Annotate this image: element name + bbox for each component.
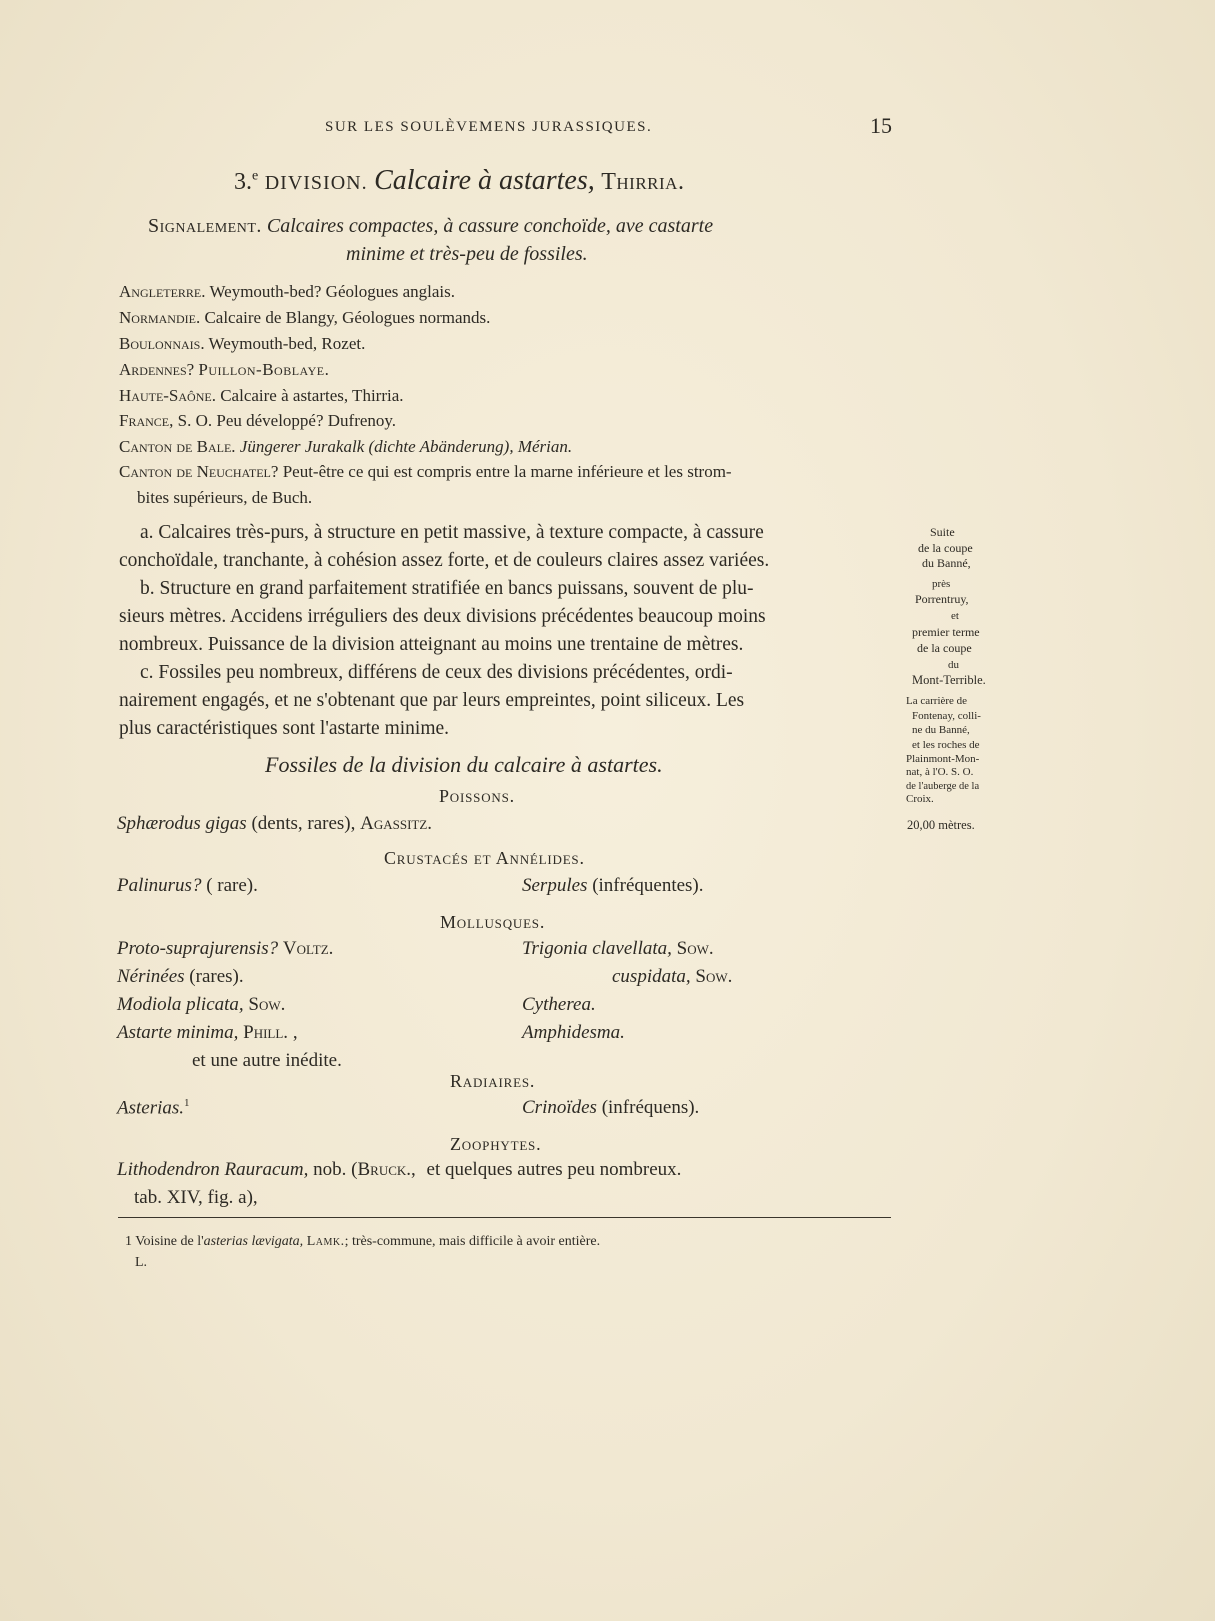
locality-line [119, 437, 572, 457]
species-author: Sow. [248, 994, 286, 1015]
category-radiaires: Radiaires. [450, 1071, 536, 1091]
margin-note: premier terme [912, 625, 980, 639]
locality-line [119, 308, 490, 328]
margin-note: de la coupe [917, 641, 972, 655]
species-punctuation: , [292, 1022, 298, 1043]
species-name: Nérinées [117, 966, 185, 987]
margin-note: Porrentruy, [915, 592, 969, 606]
fossil-entry-plate: tab. XIV, fig. a), [134, 1187, 258, 1208]
species-name: Sphærodus gigas [117, 813, 247, 834]
locality-line [119, 411, 396, 431]
locality-line [119, 360, 329, 380]
species-name: Astarte minima, [117, 1022, 239, 1043]
fossils-title: Fossiles de la division du calcaire à astartes. [265, 752, 663, 777]
fossil-entry [117, 1022, 298, 1044]
signalement-line-2: minime et très-peu de fossiles. [346, 243, 588, 265]
fossil-entry [522, 875, 704, 897]
species-name: Cytherea. [522, 994, 596, 1015]
species-author: Phill. [243, 1022, 289, 1043]
locality-line [119, 334, 365, 354]
margin-note: et [951, 610, 959, 622]
running-title: SUR LES SOULÈVEMENS JURASSIQUES. [325, 119, 653, 135]
division-number-superscript: e [252, 168, 259, 184]
locality-place: Ardennes? [119, 360, 195, 379]
paragraph-line: nairement engagés, et ne s'obtenant que par leurs empreintes, point siliceux. Les [119, 690, 745, 711]
fossil-entry [117, 966, 244, 988]
locality-place: Boulonnais. [119, 334, 205, 353]
locality-place: Canton de Neuchatel? [119, 462, 279, 481]
footnote-rule [118, 1217, 891, 1218]
locality-place: France, S. O. [119, 411, 213, 430]
paragraph-line: plus caractéristiques sont l'astarte minime. [119, 718, 450, 739]
signalement-text-1: Calcaires compactes, à cassure conchoïde, ave castarte [266, 215, 714, 237]
paragraph-line: nombreux. Puissance de la division atteignant au moins une trentaine de mètres. [119, 634, 744, 655]
fossil-entry [117, 994, 285, 1016]
fossil-entry [117, 813, 432, 835]
species-name: Amphidesma. [522, 1022, 625, 1043]
fossil-entry [522, 994, 596, 1016]
paragraph-line: sieurs mètres. Accidens irréguliers des deux divisions précédentes beaucoup moins [119, 606, 766, 627]
species-note: (infréquentes). [592, 875, 704, 896]
footnote-signature: L. [135, 1255, 148, 1270]
margin-note: du [948, 659, 959, 671]
margin-note: Mont-Terrible. [912, 673, 986, 687]
locality-place: Angleterre. [119, 282, 206, 301]
species-name: Lithodendron Rauracum, [117, 1159, 309, 1180]
footnote-author: Lamk. [306, 1234, 345, 1249]
locality-continuation: bites supérieurs, de Buch. [137, 488, 313, 507]
footnote [125, 1234, 600, 1250]
fossil-entry [612, 966, 732, 988]
species-author: Sow. [695, 966, 733, 987]
division-author: Thirria. [601, 169, 685, 195]
footnote-text-pre: Voisine de l' [135, 1234, 204, 1249]
margin-note: Croix. [906, 793, 934, 805]
species-name: Asterias. [117, 1097, 185, 1119]
fossil-entry [522, 938, 714, 960]
paragraph-line: conchoïdale, tranchante, à cohésion assez forte, et de couleurs claires assez variées. [119, 550, 770, 571]
fossil-entry-note: et une autre inédite. [192, 1050, 342, 1071]
fossil-entry [117, 1097, 190, 1119]
species-author: Sow. [676, 938, 714, 959]
margin-note: près [932, 578, 951, 590]
species-name: Serpules [522, 875, 588, 896]
fossil-entry [522, 1097, 699, 1119]
locality-place: Canton de Bale. [119, 437, 236, 456]
signalement-line-1 [148, 215, 713, 238]
locality-line [119, 282, 455, 302]
species-name: Proto-suprajurensis? [117, 938, 279, 959]
species-note-2: et quelques autres peu nombreux. [426, 1159, 682, 1180]
locality-text: Calcaire à astartes, Thirria. [220, 386, 404, 405]
locality-place: Haute-Saône. [119, 386, 216, 405]
species-name: Crinoïdes [522, 1097, 597, 1118]
division-title [234, 165, 684, 197]
footnote-marker: 1 [125, 1234, 132, 1249]
footnote-species: asterias lævigata, [203, 1234, 304, 1249]
locality-text: Puillon-Boblaye. [198, 360, 330, 379]
margin-note: 20,00 mètres. [907, 818, 975, 832]
margin-note: ne du Banné, [912, 724, 970, 736]
margin-note: Fontenay, colli- [912, 710, 981, 722]
species-note: (dents, rares), [251, 813, 356, 834]
category-poissons: Poissons. [439, 786, 515, 806]
margin-note: nat, à l'O. S. O. [906, 766, 974, 778]
locality-text: Calcaire de Blangy, Géologues normands. [204, 308, 491, 327]
species-author: Bruck., [357, 1159, 416, 1180]
fossil-entry [117, 875, 258, 897]
margin-note: de la coupe [918, 541, 973, 555]
fossil-entry [522, 1022, 625, 1044]
species-name: Trigonia clavellata, [522, 938, 672, 959]
locality-line [119, 462, 732, 482]
signalement-label: Signalement. [148, 215, 262, 237]
species-note: (infréquens). [601, 1097, 700, 1118]
margin-note: La carrière de [906, 695, 968, 707]
fossil-entry [117, 1159, 681, 1181]
locality-line [119, 386, 404, 406]
paragraph-line: c. Fossiles peu nombreux, différens de ceux des divisions précédentes, ordi- [140, 662, 733, 683]
locality-text: Jüngerer Jurakalk (dichte Abänderung), Mérian. [239, 437, 573, 456]
division-number: 3. [234, 169, 252, 195]
species-note: nob. ( [313, 1159, 358, 1180]
locality-place: Normandie. [119, 308, 201, 327]
species-name: cuspidata, [612, 966, 691, 987]
margin-note: Plainmont-Mon- [906, 753, 980, 765]
species-note: (rares). [189, 966, 244, 987]
division-label: DIVISION. [264, 172, 368, 194]
division-name: Calcaire à astartes, [374, 165, 595, 196]
footnote-text-post: ; très-commune, mais difficile à avoir entière. [344, 1234, 601, 1249]
species-author: Voltz. [282, 938, 334, 959]
locality-text: Weymouth-bed? Géologues anglais. [209, 282, 456, 301]
category-mollusques: Mollusques. [440, 912, 546, 932]
margin-note: de l'auberge de la [906, 781, 980, 792]
margin-note: du Banné, [922, 556, 971, 570]
paragraph-line: a. Calcaires très-purs, à structure en petit massive, à texture compacte, à cassure [140, 522, 764, 543]
locality-text: Peu développé? Dufrenoy. [216, 411, 397, 430]
species-name: Palinurus? [117, 875, 202, 896]
footnote-ref: 1 [184, 1097, 190, 1109]
fossil-entry [117, 938, 333, 960]
species-note: ( rare). [206, 875, 258, 896]
margin-note: et les roches de [912, 739, 980, 751]
page-number: 15 [870, 113, 892, 138]
locality-text: Weymouth-bed, Rozet. [208, 334, 366, 353]
margin-note: Suite [930, 525, 955, 539]
species-name: Modiola plicata, [117, 994, 244, 1015]
locality-text: Peut-être ce qui est compris entre la marne inférieure et les strom- [282, 462, 732, 481]
paragraph-line: b. Structure en grand parfaitement stratifiée en bancs puissans, souvent de plu- [140, 578, 754, 599]
category-zoophytes: Zoophytes. [450, 1134, 542, 1154]
species-author: Agassitz. [360, 813, 433, 834]
category-crustaces: Crustacés et Annélides. [384, 848, 585, 868]
